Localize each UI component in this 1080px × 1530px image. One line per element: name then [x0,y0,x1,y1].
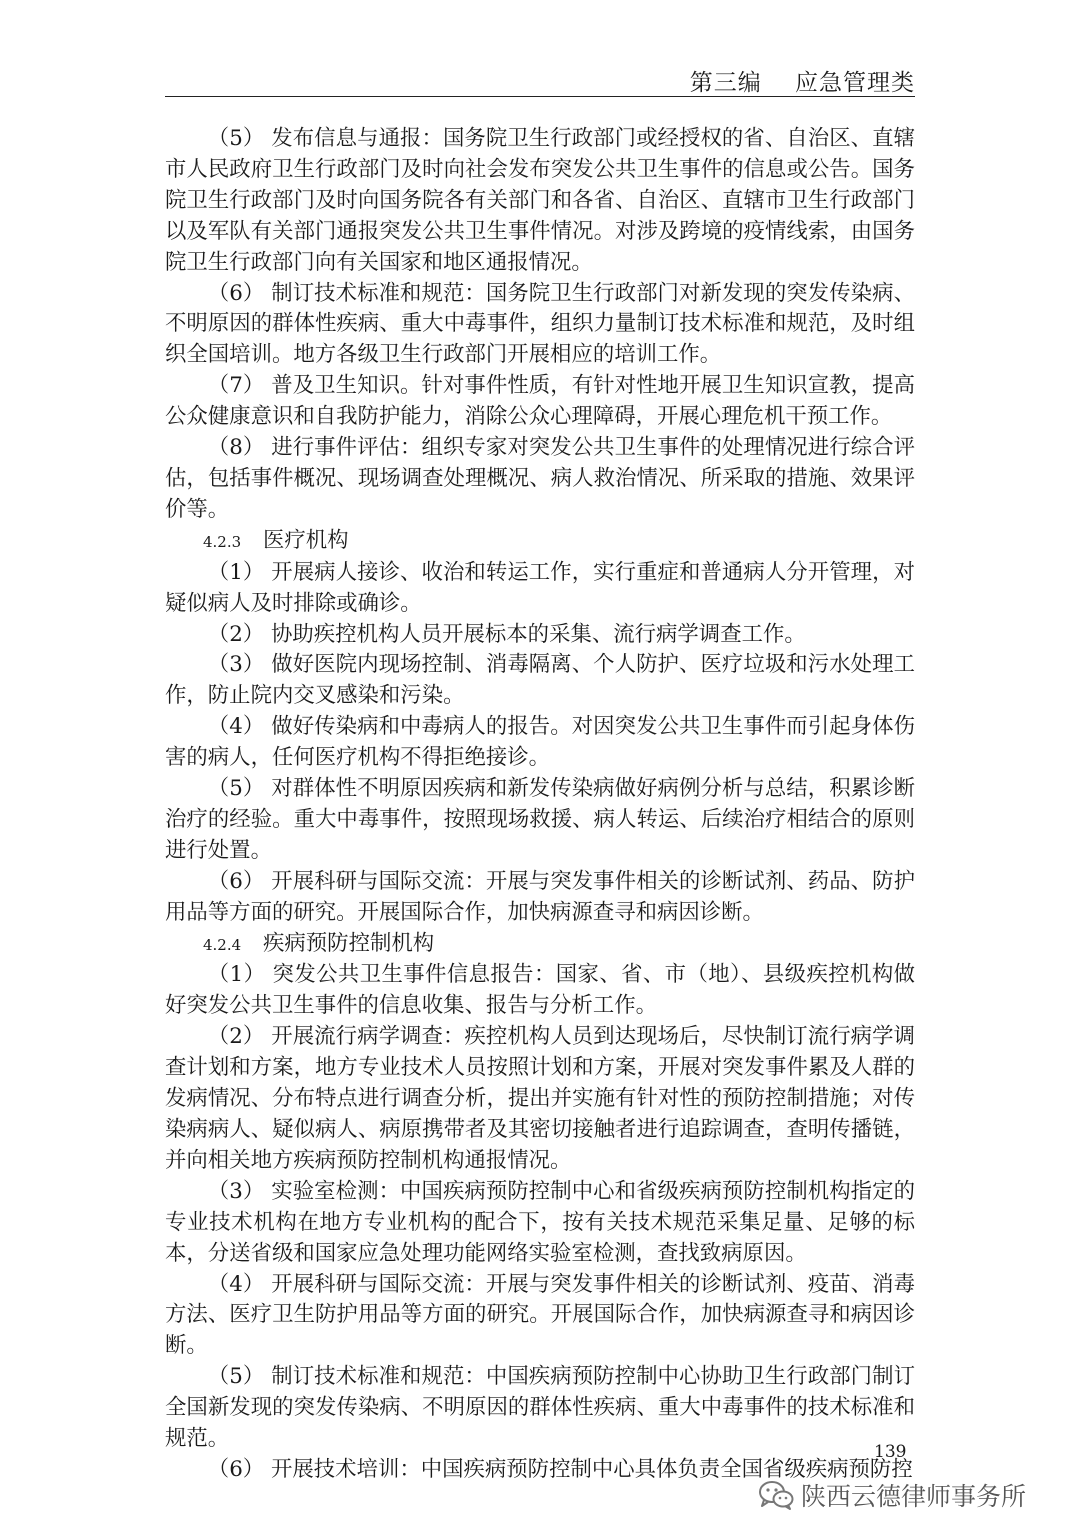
paragraph: （6） 开展技术培训：中国疾病预防控制中心具体负责全国省级疾病预防控 [207,1456,913,1482]
section-number: 4.2.3 [203,532,242,551]
paragraph: （5） 发布信息与通报：国务院卫生行政部门或经授权的省、自治区、直辖市人民政府卫生行政部门及时向社会发布突发公共卫生事件的信息或公告。国务院卫生行政部门及时向国务院各有关部门和各省、自治区、直辖市卫生行政部门以及军队有关部门通报突发公共卫生事件情况。对涉及跨境的疫情线索，由国务院卫生行政部门向有关国家和地区通报情况。 [165,126,915,275]
section-title: 疾病预防控制机构 [263,930,435,956]
section-heading [165,929,915,961]
paragraph: （7） 普及卫生知识。针对事件性质，有针对性地开展卫生知识宣教，提高公众健康意识和自我防护能力，消除公众心理障碍，开展心理危机干预工作。 [165,373,915,430]
paragraph: （1） 开展病人接诊、收治和转运工作，实行重症和普通病人分开管理，对疑似病人及时排除或确诊。 [165,559,915,616]
section-heading [165,526,915,558]
paragraph: （4） 做好传染病和中毒病人的报告。对因突发公共卫生事件而引起身体伤害的病人，任何医疗机构不得拒绝接诊。 [165,714,915,771]
page-header [165,56,915,97]
paragraph: （8） 进行事件评估：组织专家对突发公共卫生事件的处理情况进行综合评估，包括事件概况、现场调查处理概况、病人救治情况、所采取的措施、效果评价等。 [165,435,915,522]
section-title: 医疗机构 [263,527,349,553]
page-number: 139 [874,1442,907,1462]
watermark-text: 陕西云德律师事务所 [801,1482,1027,1511]
paragraph: （6） 开展科研与国际交流：开展与突发事件相关的诊断试剂、药品、防护用品等方面的研究。开展国际合作，加快病源查寻和病因诊断。 [165,868,915,925]
wechat-icon [757,1479,795,1511]
section-number: 4.2.4 [203,935,242,954]
header-title: 第三编 应急管理类 [689,70,915,96]
watermark [757,1475,1026,1515]
paragraph: （6） 制订技术标准和规范：国务院卫生行政部门对新发现的突发传染病、不明原因的群体性疾病、重大中毒事件，组织力量制订技术标准和规范，及时组织全国培训。地方各级卫生行政部门开展相应的培训工作。 [165,280,915,368]
paragraph: （5） 对群体性不明原因疾病和新发传染病做好病例分析与总结，积累诊断治疗的经验。重大中毒事件，按照现场救援、病人转运、后续治疗相结合的原则进行处置。 [165,776,915,863]
paragraph: （5） 制订技术标准和规范：中国疾病预防控制中心协助卫生行政部门制订全国新发现的突发传染病、不明原因的群体性疾病、重大中毒事件的技术标准和规范。 [165,1364,915,1452]
paragraph: （4） 开展科研与国际交流：开展与突发事件相关的诊断试剂、疫苗、消毒方法、医疗卫生防护用品等方面的研究。开展国际合作，加快病源查寻和病因诊断。 [165,1271,915,1359]
paragraph: （2） 协助疾控机构人员开展标本的采集、流行病学调查工作。 [207,621,806,647]
paragraph: （2） 开展流行病学调查：疾控机构人员到达现场后，尽快制订流行病学调查计划和方案，地方专业技术人员按照计划和方案，开展对突发事件累及人群的发病情况、分布特点进行调查分析，提出并实施有针对性的预防控制措施；对传染病病人、疑似病人、病原携带者及其密切接触者进行追踪调查，查明传播链，并向相关地方疾病预防控制机构通报情况。 [165,1024,915,1173]
document-body [165,124,915,1486]
paragraph: （1） 突发公共卫生事件信息报告：国家、省、市（地）、县级疾控机构做好突发公共卫生事件的信息收集、报告与分析工作。 [165,962,915,1019]
paragraph: （3） 实验室检测：中国疾病预防控制中心和省级疾病预防控制机构指定的专业技术机构在地方专业机构的配合下，按有关技术规范采集足量、足够的标本，分送省级和国家应急处理功能网络实验室检测，查找致病原因。 [165,1178,915,1266]
paragraph: （3） 做好医院内现场控制、消毒隔离、个人防护、医疗垃圾和污水处理工作，防止院内交叉感染和污染。 [165,652,915,709]
